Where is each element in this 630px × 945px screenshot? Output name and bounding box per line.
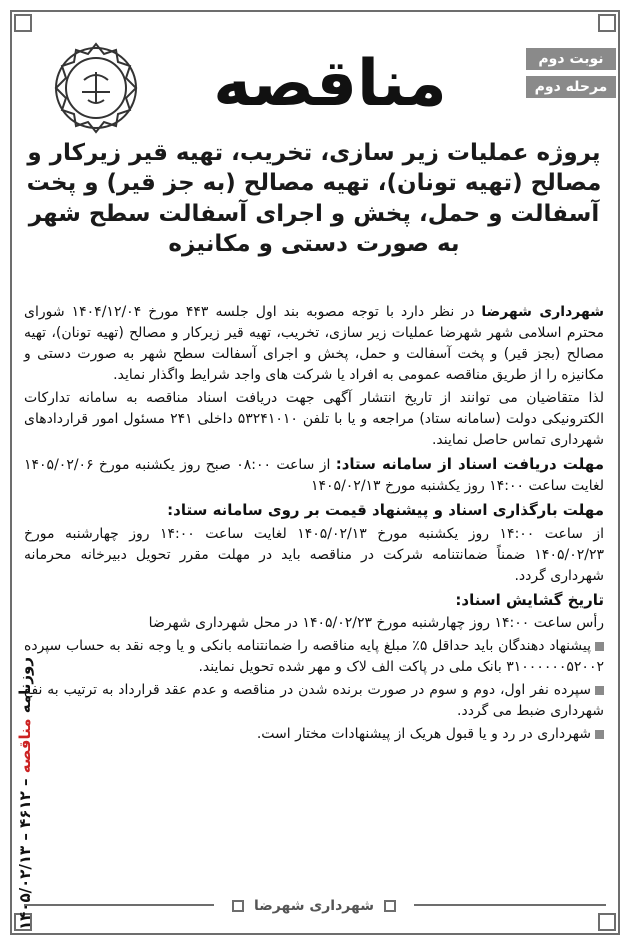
publication-issue: – ۴۶۱۲ – ۱۴۰۵/۰۲/۱۳ (16, 778, 34, 930)
turn-badge: نوبت دوم (526, 48, 616, 70)
deadline-receive-text: از ساعت ۰۸:۰۰ صبح روز یکشنبه مورخ ۱۴۰۵/۰۲/۰۶ لغایت ساعت ۱۴:۰۰ روز یکشنبه مورخ ۱۴۰۵/۰۲/۱۳ (24, 457, 604, 494)
intro-lead: شهرداری شهرضا (481, 304, 604, 320)
publication-name: مناقصه (16, 718, 34, 774)
opening-text: رأس ساعت ۱۴:۰۰ روز چهارشنبه مورخ ۱۴۰۵/۰۲/۲۳ در محل شهرداری شهرضا (148, 615, 604, 631)
footer-municipality: شهرداری شهرضا (254, 898, 374, 914)
stage-badges (526, 48, 616, 98)
seal-icon (48, 40, 144, 136)
footer (214, 893, 414, 919)
paragraph-intro (24, 302, 604, 386)
intro-text: در نظر دارد با توجه مصوبه بند اول جلسه ۴۴۳ مورخ ۱۴۰۴/۱۲/۰۴ شورای محترم اسلامی شهر شهرضا عملیات زیر سازی، تخریب، تهیه قیر زیرکار و مصالح (تهیه تونان)، تهیه مصالح (بجز قیر) و پخت آسفالت و حمل، پخش و اجرای آسفالت سطح شهر به صورت دستی و مکانیزه را از طریق مناقصه عمومی به افراد یا شرکت های واجد شرایط واگذار نماید. (24, 304, 604, 383)
bullet-item: سپرده نفر اول، دوم و سوم در صورت برنده شدن در مناقصه و عدم عقد قرارداد به ترتیب به نفع شهرداری ضبط می گردد. (24, 682, 604, 719)
publication-strip (0, 560, 34, 930)
page-title: مناقصه (213, 47, 447, 121)
square-bullet-icon (595, 686, 604, 695)
deadline-upload-label: مهلت بارگذاری اسناد و پیشنهاد قیمت بر روی سامانه ستاد: (167, 501, 604, 519)
frame-corner (598, 913, 616, 931)
opening-label: تاریخ گشایش اسناد: (455, 590, 604, 609)
bullet-item: شهرداری در رد و یا قبول هریک از پیشنهادات مختار است. (24, 724, 604, 745)
stage-badge: مرحله دوم (526, 76, 616, 98)
footer-square-icon (384, 900, 396, 912)
footer-square-icon (232, 900, 244, 912)
frame-corner (14, 14, 32, 32)
frame-corner (598, 14, 616, 32)
publication-info (16, 657, 34, 930)
project-headline: پروژه عملیات زیر سازی، تخریب، تهیه قیر زیرکار و مصالح (تهیه تونان)، تهیه مصالح (به جز قیر) و پخت آسفالت و حمل، پخش و اجرای آسفالت سطح شهر به صورت دستی و مکانیزه (26, 140, 602, 258)
paragraph-contact: لذا متقاضیان می توانند از تاریخ انتشار آگهی جهت دریافت اسناد مناقصه به سامانه تدارکات الکترونیکی دولت (سامانه ستاد) مراجعه و یا با تلفن ۵۳۲۴۱۰۱۰ داخلی ۲۴۱ مسئول امور قراردادهای شهرداری تماس حاصل نمایند. (24, 390, 605, 448)
square-bullet-icon (595, 642, 604, 651)
deadline-receive-label: مهلت دریافت اسناد از سامانه ستاد: (335, 455, 604, 473)
notice-body (24, 302, 604, 747)
municipality-seal-logo (48, 40, 144, 136)
bullet-item: پیشنهاد دهندگان باید حداقل ۵٪ مبلغ پایه مناقصه را ضمانتنامه بانکی و یا وجه نقد به حساب سپرده ۳۱۰۰۰۰۰۰۵۲۰۰۲ بانک ملی در پاکت الف لاک و مهر شده تحویل نمایند. (24, 638, 604, 675)
deadline-receive (24, 453, 604, 497)
deadline-upload-text: از ساعت ۱۴:۰۰ روز یکشنبه مورخ ۱۴۰۵/۰۲/۱۳ لغایت ساعت ۱۴:۰۰ روز چهارشنبه مورخ ۱۴۰۵/۰۲/۲۳ ضمناً ضمانتنامه شرکت در مناقصه باید در مهلت مقرر تحویل دبیرخانه محرمانه شهرداری گردد. (24, 525, 604, 584)
publication-prefix: روزنامه (16, 657, 34, 714)
square-bullet-icon (595, 730, 604, 739)
